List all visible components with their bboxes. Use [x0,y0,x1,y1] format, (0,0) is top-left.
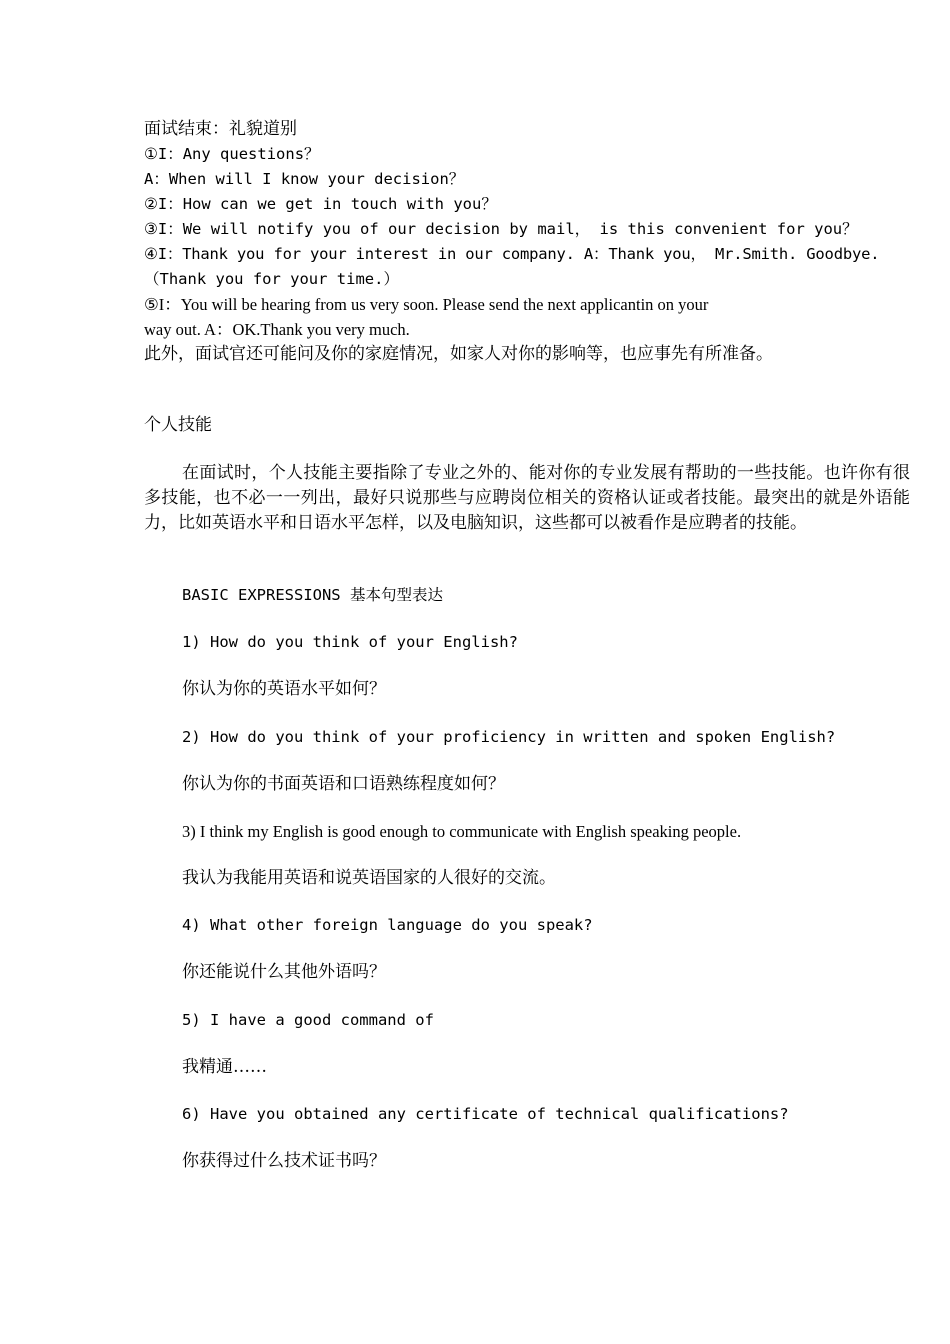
expression-en: 4) What other foreign language do you speak? [182,916,593,934]
expression-cn: 你获得过什么技术证书吗？ [182,1151,386,1171]
note-line: 此外，面试官还可能问及你的家庭情况，如家人对你的影响等，也应事先有所准备。 [144,344,773,364]
dialogue-line: A：When will I know your decision？ [144,170,465,188]
dialogue-line: （Thank you for your time.） [144,270,399,288]
expression-cn: 我认为我能用英语和说英语国家的人很好的交流。 [182,868,556,888]
expression-en: 3) I think my English is good enough to communicate with English speaking people. [182,822,742,841]
dialogue-line: ②I：How can we get in touch with you？ [144,195,497,213]
dialogue-line: ③I：We will notify you of our decision by mail， is this convenient for you？ [144,220,858,238]
basic-expressions-title: BASIC EXPRESSIONS 基本句型表达 [182,586,443,604]
expression-cn: 你还能说什么其他外语吗？ [182,962,386,982]
dialogue-line: ⑤I：You will be hearing from us very soon. Please send the next applicantin on your [144,295,709,314]
dialogue-line: way out. A：OK.Thank you very much. [144,320,410,339]
expression-en: 1) How do you think of your English? [182,633,518,651]
expression-en: 2) How do you think of your proficiency in written and spoken English? [182,728,836,746]
dialogue-line: ①I：Any questions？ [144,145,320,163]
expression-en: 5) I have a good command of [182,1011,434,1029]
dialogue-line: ④I：Thank you for your interest in our company. A：Thank you， Mr.Smith. Goodbye. [144,245,880,263]
expression-cn: 你认为你的英语水平如何？ [182,679,386,699]
skills-paragraph: 在面试时，个人技能主要指除了专业之外的、能对你的专业发展有帮助的一些技能。也许你有很多技能，也不必一一列出，最好只说那些与应聘岗位相关的资格认证或者技能。最突出的就是外语能力，比如英语水平和日语水平怎样，以及电脑知识，这些都可以被看作是应聘者的技能。 [144,463,910,533]
expression-cn: 我精通…… [182,1057,267,1077]
expression-cn: 你认为你的书面英语和口语熟练程度如何？ [182,774,505,794]
section-heading-skills: 个人技能 [144,415,212,435]
expression-en: 6) Have you obtained any certificate of technical qualifications? [182,1105,789,1123]
section-heading-farewell: 面试结束：礼貌道别 [144,119,297,139]
